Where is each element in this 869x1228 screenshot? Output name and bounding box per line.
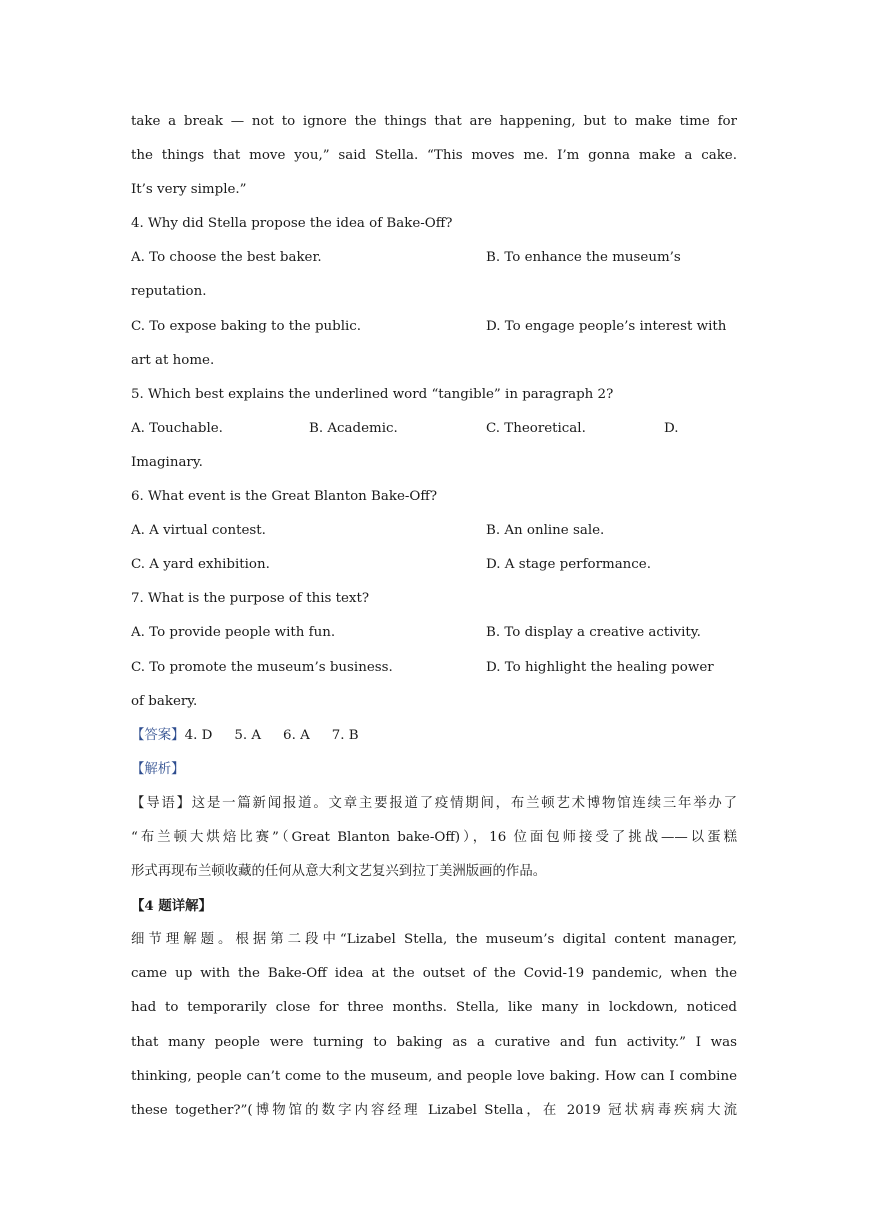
- detail-line: these together?”(博物馆的数字内容经理 Lizabel Stella，在 2019 冠状病毒疾病大流: [131, 1102, 737, 1118]
- question-4-row-cd: [131, 310, 737, 344]
- question-5-option-b: B. Academic.: [309, 420, 398, 436]
- question-5-option-d-continued: Imaginary.: [131, 454, 203, 470]
- answer-item: 6. A: [283, 727, 310, 743]
- detail-line: that many people were turning to baking as a curative and fun activity.” I was: [131, 1034, 737, 1050]
- guide-line: “布兰顿大烘焙比赛”（Great Blanton bake-Off)），16 位面包师接受了挑战——以蛋糕: [131, 829, 737, 845]
- question-6-option-a: A. A virtual contest.: [131, 523, 266, 539]
- question-4-stem: 4. Why did Stella propose the idea of Bake-Off?: [131, 216, 453, 232]
- guide-text: 这是一篇新闻报道。文章主要报道了疫情期间，布兰顿艺术博物馆连续三年举办了: [191, 795, 737, 811]
- detail-label: 【4 题详解】: [131, 898, 212, 915]
- question-7-row-cd: [131, 651, 737, 685]
- question-6-stem: 6. What event is the Great Blanton Bake-Off?: [131, 489, 438, 505]
- question-7-row-ab: [131, 616, 737, 650]
- analysis-label: 【解析】: [131, 761, 185, 777]
- question-7-option-a: A. To provide people with fun.: [131, 625, 336, 641]
- document-page: [131, 105, 737, 1128]
- question-7-option-c: C. To promote the museum’s business.: [131, 659, 393, 675]
- passage-line: the things that move you,” said Stella. “This moves me. I’m gonna make a cake.: [131, 148, 737, 164]
- question-4-option-d: D. To engage people’s interest with: [486, 318, 727, 334]
- question-6-option-c: C. A yard exhibition.: [131, 557, 270, 573]
- passage-line: It’s very simple.”: [131, 182, 247, 198]
- question-5-row-abcd: [131, 412, 737, 446]
- question-7-stem: 7. What is the purpose of this text?: [131, 591, 370, 607]
- question-7-option-d: D. To highlight the healing power: [486, 659, 714, 675]
- question-4-option-d-continued: art at home.: [131, 352, 215, 368]
- guide-line: [131, 787, 737, 821]
- question-5-option-d: D.: [664, 420, 679, 436]
- detail-line: 细节理解题。根据第二段中“Lizabel Stella, the museum’s digital content manager,: [131, 932, 737, 948]
- question-4-option-c: C. To expose baking to the public.: [131, 318, 362, 334]
- guide-line: 形式再现布兰顿收藏的任何从意大利文艺复兴到拉丁美洲版画的作品。: [131, 864, 547, 880]
- answer-item: 4. D: [184, 727, 213, 743]
- question-5-stem: 5. Which best explains the underlined word “tangible” in paragraph 2?: [131, 386, 614, 402]
- detail-line: came up with the Bake-Off idea at the outset of the Covid-19 pandemic, when the: [131, 966, 737, 982]
- question-6-row-cd: [131, 548, 737, 582]
- question-6-row-ab: [131, 514, 737, 548]
- answer-item: 5. A: [234, 727, 262, 743]
- question-4-option-b: B. To enhance the museum’s: [486, 250, 681, 266]
- question-7-option-b: B. To display a creative activity.: [486, 625, 701, 641]
- question-5-option-c: C. Theoretical.: [486, 420, 586, 436]
- answer-item: 7. B: [331, 727, 359, 743]
- question-4-option-b-continued: reputation.: [131, 284, 207, 300]
- question-6-option-d: D. A stage performance.: [486, 557, 651, 573]
- detail-line: had to temporarily close for three months. Stella, like many in lockdown, noticed: [131, 1000, 737, 1016]
- answer-key: [131, 719, 737, 753]
- passage-line: take a break — not to ignore the things that are happening, but to make time for: [131, 114, 737, 129]
- answer-label: 【答案】: [131, 727, 185, 743]
- question-4-row-ab: [131, 241, 737, 275]
- question-4-option-a: A. To choose the best baker.: [131, 250, 322, 266]
- question-5-option-a: A. Touchable.: [131, 420, 223, 436]
- guide-label: 【导语】: [131, 795, 192, 811]
- question-6-option-b: B. An online sale.: [486, 523, 605, 539]
- detail-line: thinking, people can’t come to the museum, and people love baking. How can I combine: [131, 1068, 737, 1084]
- question-7-option-d-continued: of bakery.: [131, 693, 198, 709]
